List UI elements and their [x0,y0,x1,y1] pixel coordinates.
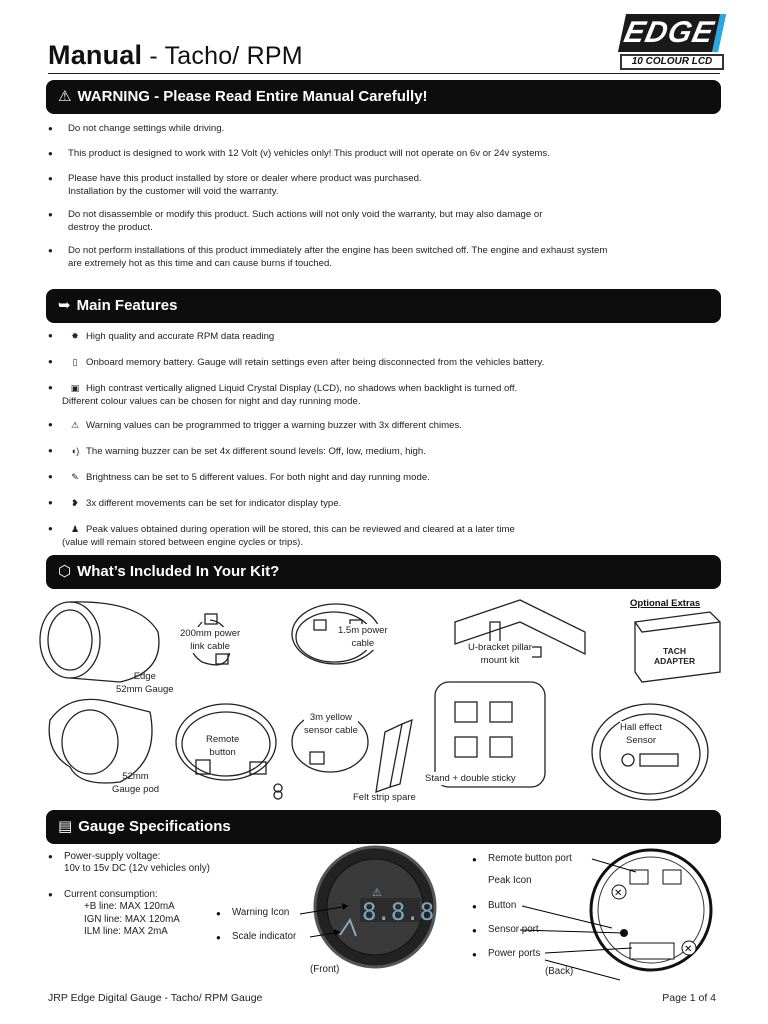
warning-item-text: ● Do not perform installations of this product immediately after the engine has been switched off. The engine and exhaust system [68,245,608,256]
footer-left: JRP Edge Digital Gauge - Tacho/ RPM Gauge [48,992,263,1004]
back-caption: (Back) [545,966,574,977]
optional-extras-label: Optional Extras [630,598,701,609]
warning-item [48,245,728,270]
battery-icon: ▯ [72,357,78,367]
speaker-icon: ◖) [70,446,80,456]
warning-item [48,173,728,198]
warning-item [48,123,728,136]
remote-port-label: Remote button port [488,853,572,864]
spec-diagram [0,840,768,990]
scale-indicator-label: Scale indicator [232,931,297,942]
title-sub: - Tacho/ RPM [142,42,303,70]
kit-contents [30,592,740,807]
warning-item-text: ● Please have this product installed by store or dealer where product was purchased. [68,173,422,184]
page-title [48,40,303,71]
current-ign-line: IGN line: MAX 120mA [84,913,180,925]
warning-item-text: Installation by the customer will void the warranty. [68,185,279,197]
feature-item [48,382,728,408]
gauge-label: Edge 52mm Gauge [116,671,174,695]
feature-item [48,445,728,459]
supply-label: ● Power-supply voltage: [48,851,210,863]
brightness-icon: ✎ [71,472,79,482]
feature-item-text: High contrast vertically aligned Liquid Crystal Display (LCD), no shadows when backlight is turned off. [86,383,518,394]
specs-heading-bar [46,810,721,844]
warning-item-text: are extremely hot as this time and can cause burns if touched. [68,257,332,269]
gauge-spec-icon: ▤ [58,818,73,835]
box-icon: ⬡ [58,563,72,580]
link-cable-label: 200mm power link cable [180,628,241,652]
current-label: ● Current consumption: [48,889,210,901]
sensor-cable-label: 3m yellow sensor cable [304,712,358,736]
feature-item-text: Onboard memory battery. Gauge will retain settings even after being disconnected from the vehicles battery. [86,357,545,368]
feature-item-text: The warning buzzer can be set 4x different sound levels: Off, low, medium, high. [86,446,426,457]
hall-label: Hall effect Sensor [620,722,663,746]
current-ilm-line: ILM line: MAX 2mA [84,926,168,938]
specs-heading: Gauge Specifications [78,818,231,835]
feature-item-text: Brightness can be set to 5 different values. For both night and day running mode. [86,472,430,483]
warning-icon: ⚠ [70,420,80,430]
features-list [48,330,728,560]
features-heading: Main Features [76,297,178,314]
feature-item-text: Different colour values can be chosen for night and day running mode. [62,395,361,407]
warning-item-text: destroy the product. [68,221,153,233]
feature-item-text: Warning values can be programmed to trigger a warning buzzer with 3x different chimes. [86,420,462,431]
warning-heading-bar [46,80,721,114]
stand-label: Stand + double sticky [425,773,516,784]
warning-item-text: ● Do not change settings while driving. [68,123,225,134]
warning-icon-label: Warning Icon [232,907,290,918]
front-caption: (Front) [310,964,340,975]
svg-text:✕: ✕ [614,888,623,899]
accuracy-icon: ✸ [71,331,79,341]
peak-icon-label: Peak Icon [488,875,532,886]
warning-heading: WARNING - Please Read Entire Manual Carefully! [77,88,428,105]
tach-adapter-label: TACH ADAPTER [654,646,696,666]
footer-right: Page 1 of 4 [662,992,716,1004]
movement-icon: ❥ [71,498,79,508]
feature-item [48,419,728,433]
front-digits: 8.8.8 [362,898,435,926]
warning-list [48,123,728,281]
feature-item [48,471,728,485]
felt-label: Felt strip spare [353,792,416,803]
pod-label: 52mm Gauge pod [112,771,160,795]
display-icon: ▣ [70,383,80,393]
warning-triangle-icon: ⚠ [58,88,72,105]
gauge-face [40,602,100,678]
power-cable-label: 1.5m power cable [338,625,388,649]
peak-icon: ♟ [70,524,80,534]
kit-heading-bar [46,555,721,589]
edge-logo [618,12,728,74]
remote-label: Remote button [206,734,240,758]
svg-text:✕: ✕ [684,944,693,955]
sensor-port-label: Sensor port [488,924,539,935]
warning-item-text: ● Do not disassemble or modify this product. Such actions will not only void the warranty, but may also damage or [68,209,543,220]
feature-item-text: High quality and accurate RPM data reading [86,331,275,342]
feature-item [48,497,728,511]
kit-heading: What’s Included In Your Kit? [77,563,280,580]
power-ports-label: Power ports [488,948,541,959]
features-heading-bar [46,289,721,323]
feature-item [48,356,728,370]
bracket-label: U-bracket pillar mount kit [468,642,532,666]
warning-item-text: ● This product is designed to work with 12 Volt (v) vehicles only! This product will not operate on 6v or 24v systems. [68,148,550,159]
feature-item-text: 3x different movements can be set for indicator display type. [86,498,342,509]
arrow-right-icon: ➥ [58,297,71,314]
logo-tag: 10 COLOUR LCD [620,54,724,70]
feature-item [48,330,728,344]
feature-item [48,523,728,549]
warning-item [48,209,728,234]
warning-item [48,148,728,161]
svg-text:⚠: ⚠ [372,886,382,899]
supply-value: 10v to 15v DC (12v vehicles only) [64,863,210,875]
current-b-line: +B line: MAX 120mA [84,901,175,913]
logo-word: EDGE [618,14,726,52]
button-label: Button [488,900,517,911]
feature-item-text: (value will remain stored between engine cycles or trips). [62,536,304,548]
title-main: Manual [48,40,143,70]
feature-item-text: Peak values obtained during operation will be stored, this can be reviewed and cleared at a later time [86,524,515,535]
